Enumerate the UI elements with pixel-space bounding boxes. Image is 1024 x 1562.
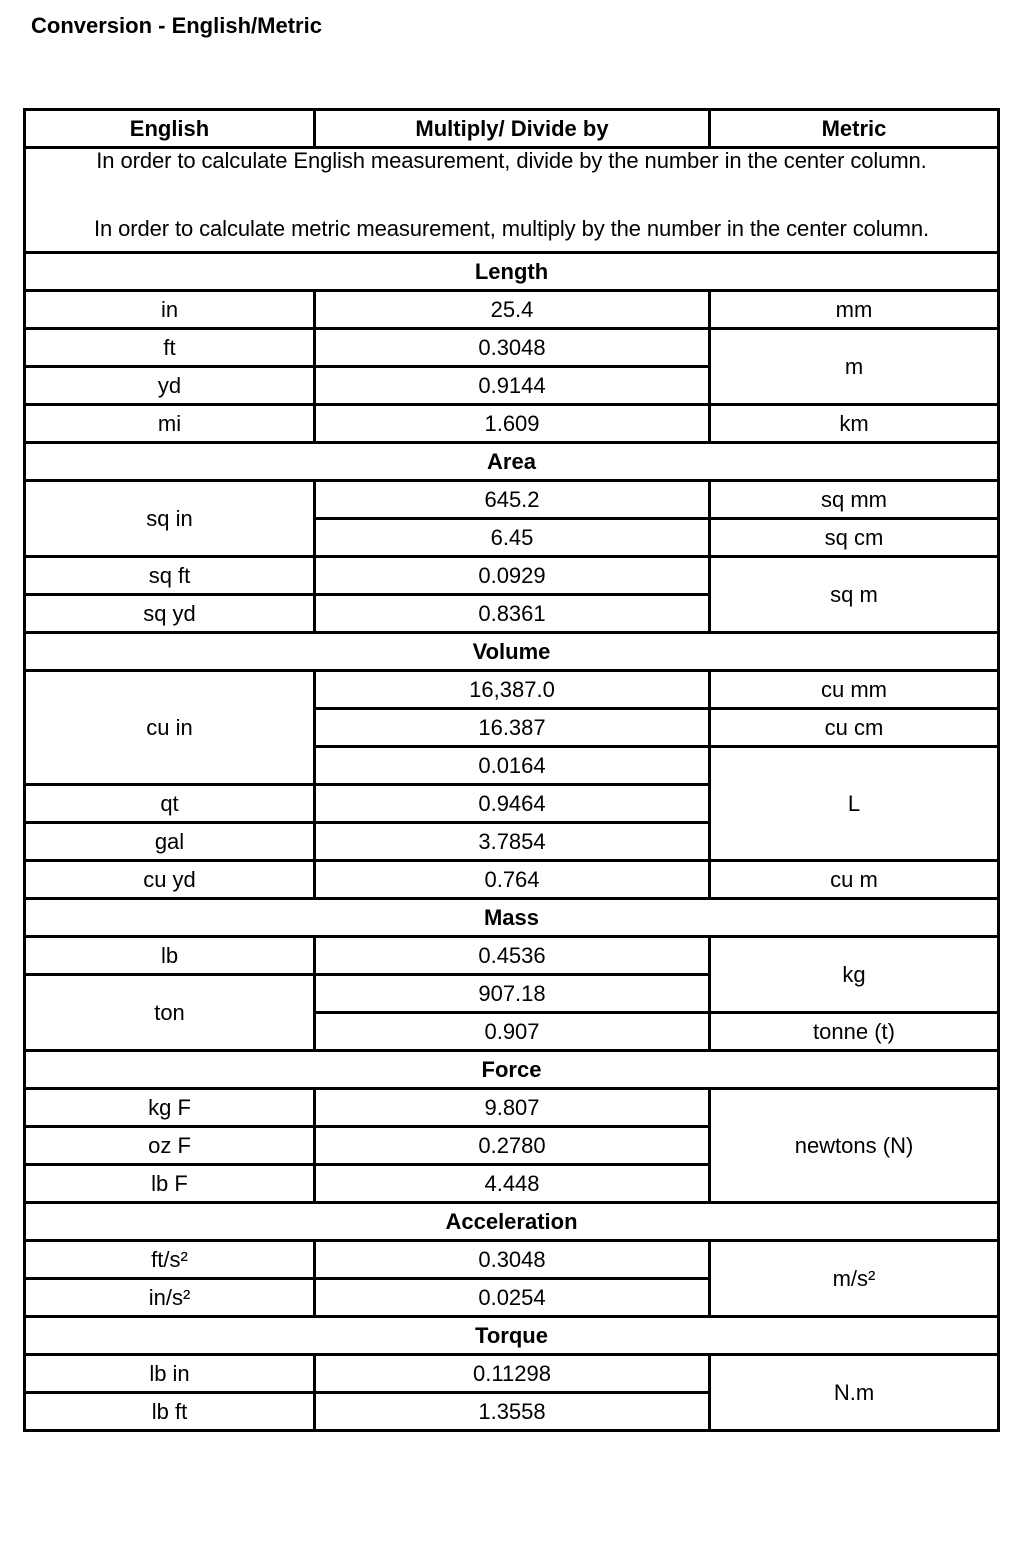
header-factor: Multiply/ Divide by [315,110,710,148]
conversion-factor: 0.0929 [315,557,710,595]
section-row [25,1317,999,1355]
section-row [25,633,999,671]
intro-line-english: In order to calculate English measurement, divide by the number in the center column. [96,148,927,173]
english-unit: lb in [25,1355,315,1393]
english-unit: cu yd [25,861,315,899]
conversion-factor: 0.2780 [315,1127,710,1165]
intro-text [25,148,999,253]
conversion-factor: 0.907 [315,1013,710,1051]
conversion-factor: 0.11298 [315,1355,710,1393]
conversion-factor: 0.0164 [315,747,710,785]
metric-unit: cu mm [710,671,999,709]
conversion-factor: 0.9144 [315,367,710,405]
conversion-factor: 0.4536 [315,937,710,975]
english-unit: in [25,291,315,329]
english-unit: cu in [25,671,315,785]
conversion-factor: 3.7854 [315,823,710,861]
conversion-factor: 9.807 [315,1089,710,1127]
table-row [25,405,999,443]
conversion-factor: 0.0254 [315,1279,710,1317]
english-unit: ft [25,329,315,367]
english-unit: sq ft [25,557,315,595]
conversion-factor: 1.609 [315,405,710,443]
english-unit: gal [25,823,315,861]
metric-unit: mm [710,291,999,329]
metric-unit: newtons (N) [710,1089,999,1203]
conversion-factor: 4.448 [315,1165,710,1203]
section-row [25,253,999,291]
table-row [25,861,999,899]
section-title-area: Area [25,443,999,481]
metric-unit: sq mm [710,481,999,519]
english-unit: qt [25,785,315,823]
section-row [25,1051,999,1089]
section-row [25,443,999,481]
metric-unit: kg [710,937,999,1013]
conversion-table [23,108,1000,1432]
metric-unit: sq cm [710,519,999,557]
section-row [25,1203,999,1241]
table-row [25,291,999,329]
metric-unit: L [710,747,999,861]
metric-unit: sq m [710,557,999,633]
conversion-factor: 645.2 [315,481,710,519]
english-unit: sq in [25,481,315,557]
metric-unit: m [710,329,999,405]
intro-line-metric: In order to calculate metric measurement, multiply by the number in the center column. [93,216,930,241]
english-unit: lb F [25,1165,315,1203]
english-unit: kg F [25,1089,315,1127]
english-unit: in/s² [25,1279,315,1317]
english-unit: mi [25,405,315,443]
table-row [25,671,999,709]
table-row [25,1089,999,1127]
header-row [25,110,999,148]
english-unit: lb [25,937,315,975]
intro-spacer [26,183,997,217]
table-row [25,1241,999,1279]
intro-row [25,148,999,253]
conversion-factor: 0.3048 [315,1241,710,1279]
english-unit: oz F [25,1127,315,1165]
english-unit: sq yd [25,595,315,633]
table-row [25,937,999,975]
conversion-factor: 16.387 [315,709,710,747]
section-title-force: Force [25,1051,999,1089]
metric-unit: cu m [710,861,999,899]
metric-unit: cu cm [710,709,999,747]
metric-unit: m/s² [710,1241,999,1317]
section-title-mass: Mass [25,899,999,937]
section-row [25,899,999,937]
english-unit: lb ft [25,1393,315,1431]
header-english: English [25,110,315,148]
english-unit: ft/s² [25,1241,315,1279]
conversion-factor: 16,387.0 [315,671,710,709]
header-metric: Metric [710,110,999,148]
english-unit: yd [25,367,315,405]
conversion-factor: 0.9464 [315,785,710,823]
section-title-acceleration: Acceleration [25,1203,999,1241]
conversion-factor: 0.3048 [315,329,710,367]
conversion-factor: 6.45 [315,519,710,557]
conversion-factor: 907.18 [315,975,710,1013]
table-row [25,481,999,519]
metric-unit: tonne (t) [710,1013,999,1051]
table-row [25,329,999,367]
metric-unit: km [710,405,999,443]
section-title-length: Length [25,253,999,291]
conversion-factor: 1.3558 [315,1393,710,1431]
page-title: Conversion - English/Metric [31,13,322,38]
conversion-factor: 0.8361 [315,595,710,633]
conversion-factor: 0.764 [315,861,710,899]
section-title-torque: Torque [25,1317,999,1355]
metric-unit: N.m [710,1355,999,1431]
english-unit: ton [25,975,315,1051]
section-title-volume: Volume [25,633,999,671]
conversion-factor: 25.4 [315,291,710,329]
table-row [25,557,999,595]
table-row [25,1355,999,1393]
